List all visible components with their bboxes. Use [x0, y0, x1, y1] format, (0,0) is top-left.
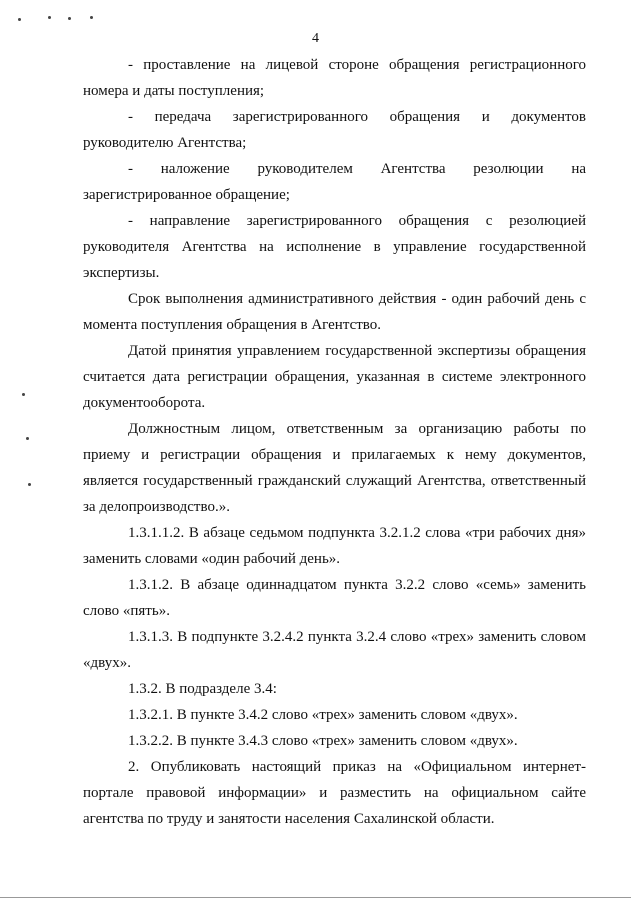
scan-artifact [48, 16, 51, 19]
paragraph: 2. Опубликовать настоящий приказ на «Официальном интернет-портале правовой информации» и разместить на официальном сайте агентства по труду и занятости населения Сахалинской области. [83, 759, 586, 827]
paragraph: 1.3.2.1. В пункте 3.4.2 слово «трех» заменить словом «двух». [128, 707, 518, 723]
page-number: 4 [312, 31, 319, 46]
paragraph: 1.3.1.1.2. В абзаце седьмом подпункта 3.2.1.2 слова «три рабочих дня» заменить словами «один рабочий день». [83, 525, 586, 567]
document-body [83, 52, 586, 832]
paragraph: - передача зарегистрированного обращения и документов руководителю Агентства; [83, 109, 586, 151]
page-bottom-rule [0, 897, 631, 898]
paragraph: - проставление на лицевой стороне обращения регистрационного номера и даты поступления; [83, 57, 586, 99]
paragraph: - направление зарегистрированного обращения с резолюцией руководителя Агентства на исполнение в управление государственной экспертизы. [83, 213, 586, 281]
scan-artifact [22, 393, 25, 396]
paragraph: Датой принятия управлением государственной экспертизы обращения считается дата регистрации обращения, указанная в системе электронного документооборота. [83, 343, 586, 411]
paragraph: 1.3.2. В подразделе 3.4: [128, 681, 277, 697]
paragraph: 1.3.1.3. В подпункте 3.2.4.2 пункта 3.2.4 слово «трех» заменить словом «двух». [83, 629, 586, 671]
scan-artifact [26, 437, 29, 440]
scan-artifact [90, 16, 93, 19]
paragraph: 1.3.2.2. В пункте 3.4.3 слово «трех» заменить словом «двух». [128, 733, 518, 749]
paragraph: - наложение руководителем Агентства резолюции на зарегистрированное обращение; [83, 161, 586, 203]
paragraph: 1.3.1.2. В абзаце одиннадцатом пункта 3.2.2 слово «семь» заменить слово «пять». [83, 577, 586, 619]
scan-artifact [68, 17, 71, 20]
scan-artifact [18, 18, 21, 21]
paragraph: Срок выполнения административного действия - один рабочий день с момента поступления обращения в Агентство. [83, 291, 586, 333]
scan-artifact [28, 483, 31, 486]
paragraph: Должностным лицом, ответственным за организацию работы по приему и регистрации обращения и прилагаемых к нему документов, является государственный гражданский служащий Агентства, ответственный за делопроизводство.». [83, 421, 586, 515]
